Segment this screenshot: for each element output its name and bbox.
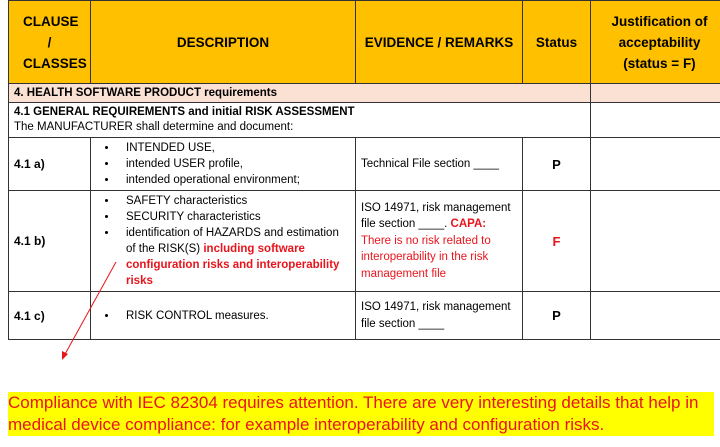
list-item: • SECURITY characteristics xyxy=(118,209,350,225)
list-item: • SAFETY characteristics xyxy=(118,193,350,209)
clause: 4.1 a) xyxy=(9,138,91,191)
status: P xyxy=(523,292,591,340)
clause: 4.1 c) xyxy=(9,292,91,340)
evidence: ISO 14971, risk management file section ____ xyxy=(356,292,523,340)
list-item: • INTENDED USE, xyxy=(118,140,350,156)
list-item: • RISK CONTROL measures. xyxy=(118,308,350,324)
status: F xyxy=(523,191,591,292)
evidence-text: ISO 14971, risk management file section ____. xyxy=(361,201,511,231)
capa-text: There is no risk related to interoperability in the risk management file xyxy=(361,234,491,280)
header-status: Status xyxy=(523,1,591,84)
status: P xyxy=(523,138,591,191)
subsection-title: 4.1 GENERAL REQUIREMENTS and initial RISK ASSESSMENT xyxy=(14,106,355,118)
list-item-text: identification of HAZARDS and estimation of the RISK(S) xyxy=(126,227,339,255)
clause: 4.1 b) xyxy=(9,191,91,292)
capa-label: CAPA: xyxy=(450,218,487,231)
header-clause: CLAUSE / CLASSES xyxy=(9,1,91,84)
evidence: Technical File section ____ xyxy=(356,138,523,191)
header-justification: Justification of acceptability (status = F) xyxy=(591,1,720,84)
highlight-text: including software configuration risks and interoperability risks xyxy=(126,243,340,287)
header-evidence: EVIDENCE / REMARKS xyxy=(356,1,523,84)
list-item: • intended operational environment; xyxy=(118,172,350,188)
header-description: DESCRIPTION xyxy=(91,1,356,84)
subsection-text: The MANUFACTURER shall determine and document: xyxy=(14,121,294,133)
compliance-note: Compliance with IEC 82304 requires attention. There are very interesting details that help in medical device compliance: for example interoperability and configuration risks. xyxy=(8,392,714,436)
section-title: 4. HEALTH SOFTWARE PRODUCT requirements xyxy=(9,84,591,103)
list-item: • intended USER profile, xyxy=(118,156,350,172)
